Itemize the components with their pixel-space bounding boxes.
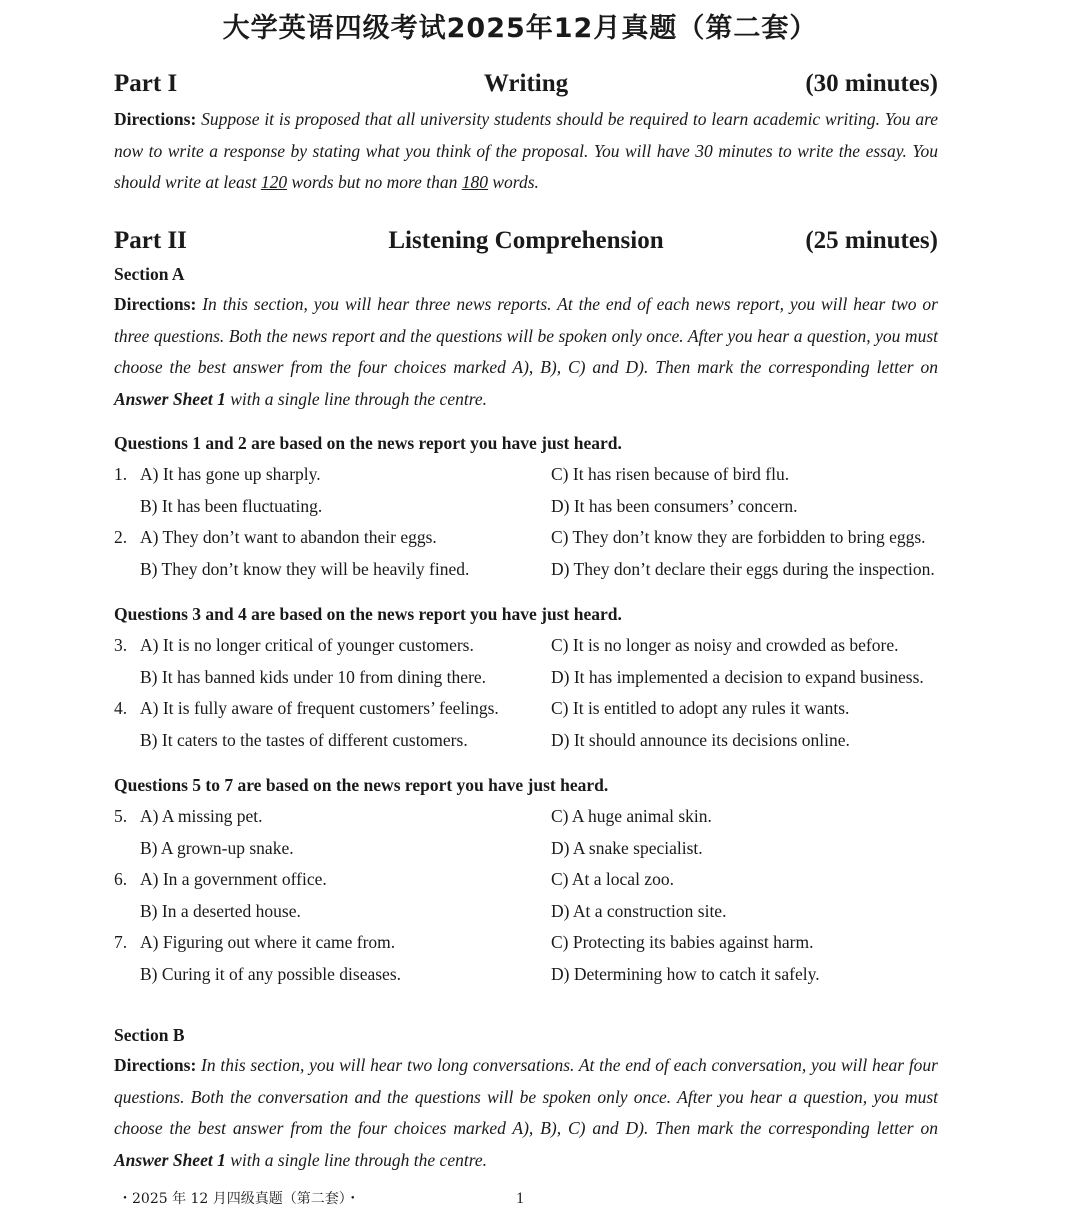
max-words: 180: [461, 172, 488, 192]
section-b: [114, 1022, 938, 1176]
question-row: [114, 896, 938, 928]
directions-label: Directions:: [114, 1055, 197, 1075]
option-b: B) A grown-up snake.: [140, 837, 294, 858]
page-title: 大学英语四级考试2025年12月真题（第二套）: [222, 13, 818, 44]
part-2-title: Listening Comprehension: [388, 227, 664, 254]
question-row: [114, 491, 938, 523]
part-1-time: (30 minutes): [805, 70, 938, 97]
question-number: 4.: [114, 698, 128, 718]
option-a: A) It has gone up sharply.: [140, 464, 321, 484]
part-1: [114, 70, 938, 199]
option-d: D) It has been consumers’ concern.: [551, 495, 798, 516]
option-b: B) It has been fluctuating.: [140, 495, 323, 516]
question-row: [114, 725, 938, 757]
question-number: 5.: [114, 806, 128, 826]
part-1-header: [114, 70, 938, 104]
directions-text: In this section, you will hear two long conversations. At the end of each conversation, you will hear four questions. Both the conversation and the questions will be spoken only once. After you hear a question, you must choose the best answer from the four choices marked A), B), C) and D). Then mark the corresponding letter on: [114, 1055, 938, 1138]
option-b: B) Curing it of any possible diseases.: [140, 963, 402, 984]
option-c: C) It has risen because of bird flu.: [551, 464, 790, 484]
option-c: C) A huge animal skin.: [551, 806, 712, 826]
directions-text: with a single line through the centre.: [225, 1149, 487, 1170]
question-row: [114, 630, 938, 662]
section-a-directions: [114, 289, 938, 415]
option-c: C) It is entitled to adopt any rules it wants.: [551, 698, 850, 718]
answer-sheet-label: Answer Sheet 1: [114, 388, 226, 409]
part-2: [114, 227, 938, 990]
question-row: [114, 522, 938, 554]
option-d: D) At a construction site.: [551, 900, 727, 921]
option-a: A) In a government office.: [140, 869, 327, 889]
question-group-heading: Questions 1 and 2 are based on the news report you have just heard.: [114, 433, 622, 453]
option-a: A) Figuring out where it came from.: [140, 932, 396, 952]
directions-text: words but no more than: [287, 172, 462, 192]
page-number: 1: [516, 1190, 524, 1207]
question-number: 6.: [114, 869, 128, 889]
question-group-heading: Questions 5 to 7 are based on the news report you have just heard.: [114, 775, 609, 795]
question-number: 2.: [114, 527, 128, 547]
section-b-directions: [114, 1050, 938, 1176]
part-1-title: Writing: [483, 70, 569, 97]
question-group-heading: Questions 3 and 4 are based on the news report you have just heard.: [114, 604, 622, 624]
option-a: A) It is fully aware of frequent customers’ feelings.: [140, 698, 499, 718]
section-a-title: Section A: [114, 264, 185, 284]
directions-label: Directions:: [114, 109, 197, 129]
part-1-directions: [114, 104, 938, 199]
question-row: [114, 927, 938, 959]
part-2-time: (25 minutes): [805, 227, 938, 254]
question-row: [114, 959, 938, 991]
section-b-title: Section B: [114, 1025, 185, 1045]
question-row: [114, 801, 938, 833]
directions-text: In this section, you will hear three news reports. At the end of each news report, you will hear two or three questions. Both the news report and the questions will be spoken only once. After you hear a question, you must choose the best answer from the four choices marked A), B), C) and D). Then mark the corresponding letter on: [114, 294, 938, 377]
option-d: D) A snake specialist.: [551, 837, 703, 858]
option-c: C) It is no longer as noisy and crowded as before.: [551, 635, 899, 655]
question-row: [114, 693, 938, 725]
directions-text: with a single line through the centre.: [225, 388, 487, 409]
directions-text: words.: [488, 172, 539, 192]
question-row: [114, 459, 938, 491]
question-row: [114, 554, 938, 586]
option-b: B) It caters to the tastes of different customers.: [140, 729, 468, 750]
question-row: [114, 662, 938, 694]
answer-sheet-label: Answer Sheet 1: [114, 1149, 226, 1170]
question-number: 1.: [114, 464, 128, 484]
option-b: B) It has banned kids under 10 from dining there.: [140, 666, 487, 687]
question-number: 7.: [114, 932, 128, 952]
option-c: C) Protecting its babies against harm.: [551, 932, 814, 952]
option-a: A) A missing pet.: [140, 806, 263, 826]
directions-text: Suppose it is proposed that all university students should be required to learn academic writing. You are now to write a response by stating what you think of the proposal. You will have 30 minutes to write the essay. You should write at least: [114, 109, 938, 192]
question-number: 3.: [114, 635, 128, 655]
option-b: B) In a deserted house.: [140, 900, 301, 921]
question-row: [114, 864, 938, 896]
part-2-label: Part II: [114, 227, 187, 254]
option-c: C) At a local zoo.: [551, 869, 674, 889]
option-d: D) It has implemented a decision to expand business.: [551, 666, 924, 687]
option-b: B) They don’t know they will be heavily fined.: [140, 558, 470, 579]
part-2-header: [114, 227, 938, 261]
option-a: A) They don’t want to abandon their eggs.: [140, 527, 437, 547]
min-words: 120: [260, 172, 288, 192]
part-1-label: Part I: [114, 70, 178, 97]
option-d: D) Determining how to catch it safely.: [551, 963, 820, 984]
option-d: D) It should announce its decisions online.: [551, 729, 850, 750]
option-a: A) It is no longer critical of younger customers.: [140, 635, 474, 655]
option-c: C) They don’t know they are forbidden to bring eggs.: [551, 527, 926, 547]
question-row: [114, 833, 938, 865]
option-d: D) They don’t declare their eggs during the inspection.: [551, 558, 935, 579]
directions-label: Directions:: [114, 294, 197, 314]
footer-exam-title: ・2025 年 12 月四级真题（第二套）・: [118, 1191, 360, 1207]
